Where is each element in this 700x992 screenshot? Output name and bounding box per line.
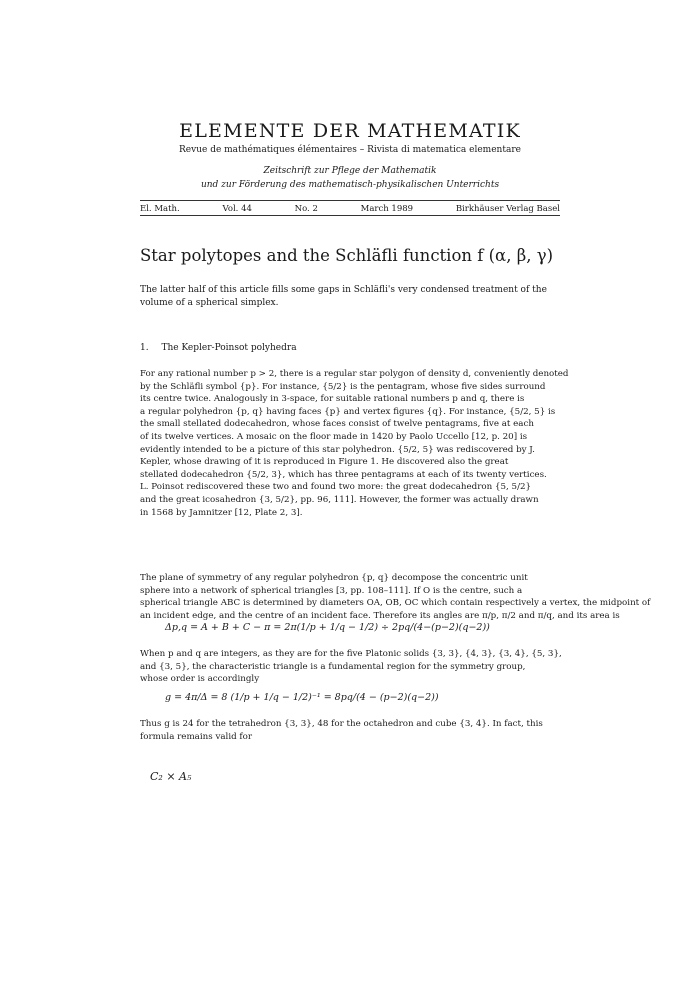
text-line: sphere into a network of spherical triangles [3, pp. 108–111]. If O is the centre, such a [140, 585, 523, 596]
text-line: an incident edge, and the centre of an incident face. Therefore its angles are π/p, π/2 and π/q, and its area is [140, 610, 620, 621]
publication-meta-row [140, 203, 560, 214]
journal-tagline-1: Zeitschrift zur Pflege der Mathematik [263, 166, 437, 176]
abstract-line: The latter half of this article fills some gaps in Schläfli's very condensed treatment of the [140, 285, 547, 295]
text-line: its centre twice. Analogously in 3-space, for suitable rational numbers p and q, there is [140, 394, 525, 405]
text-line: formula remains valid for [140, 731, 253, 742]
paragraph [140, 648, 560, 686]
meta-date: March 1989 [360, 203, 414, 214]
paragraph [140, 718, 560, 743]
text-line: by the Schläfli symbol {p}. For instance, {5/2} is the pentagram, whose five sides surround [140, 381, 546, 392]
meta-number: No. 2 [294, 203, 318, 214]
text-line: a regular polyhedron {p, q} having faces {p} and vertex figures {q}. For instance, {5/2, 5} is [140, 406, 556, 417]
equation: Δp,q = A + B + C − π = 2π(1/p + 1/q − 1/2) ÷ 2pq/(4−(p−2)(q−2)) [165, 622, 490, 633]
section-number: 1. [140, 343, 149, 353]
text-line: whose order is accordingly [140, 674, 260, 685]
text-line: in 1568 by Jamnitzer [12, Plate 2, 3]. [140, 507, 303, 518]
section-heading [140, 343, 297, 353]
equation: C₂ × A₅ [150, 770, 192, 783]
text-line: Kepler, whose drawing of it is reproduced in Figure 1. He discovered also the great [140, 457, 509, 468]
section-title: The Kepler-Poinsot polyhedra [161, 343, 297, 353]
text-line: The plane of symmetry of any regular polyhedron {p, q} decompose the concentric unit [140, 573, 528, 583]
journal-tagline-2: und zur Förderung des mathematisch-physikalischen Unterrichts [200, 180, 500, 190]
abstract [140, 284, 560, 310]
text-line: evidently intended to be a picture of this star polyhedron. {5/2, 5} was rediscovered by J. [140, 444, 535, 455]
journal-subtitle: Revue de mathématiques élémentaires – Rivista di matematica elementare [179, 145, 521, 155]
text-line: For any rational number p > 2, there is a regular star polygon of density d, conveniently denoted [140, 369, 569, 379]
header-rule-top [140, 200, 560, 201]
paragraph [140, 368, 569, 519]
text-line: spherical triangle ABC is determined by diameters OA, OB, OC which contain respectively a vertex, the midpoint of [140, 598, 651, 609]
text-line: the small stellated dodecahedron, whose faces consist of twelve pentagrams, five at each [140, 419, 534, 430]
journal-title: ELEMENTE DER MATHEMATIK [179, 120, 521, 142]
text-line: of its twelve vertices. A mosaic on the floor made in 1420 by Paolo Uccello [12, p. 20] is [140, 431, 528, 442]
equation: g = 4π/Δ = 8 (1/p + 1/q − 1/2)⁻¹ = 8pq/(4 − (p−2)(q−2)) [165, 692, 439, 703]
text-line: stellated dodecahedron {5/2, 3}, which has three pentagrams at each of its twenty vertices. [140, 469, 547, 480]
meta-publisher: Birkhäuser Verlag Basel [455, 203, 560, 214]
header-rule-bottom [140, 215, 560, 216]
text-line: and {3, 5}, the characteristic triangle is a fundamental region for the symmetry group, [140, 661, 526, 672]
text-line: L. Poinsot rediscovered these two and found two more: the great dodecahedron {5, 5/2} [140, 482, 532, 493]
meta-journal-abbrev: El. Math. [140, 203, 180, 214]
abstract-line: volume of a spherical simplex. [140, 298, 279, 308]
text-line: Thus g is 24 for the tetrahedron {3, 3}, 48 for the octahedron and cube {3, 4}. In fact, this [140, 719, 543, 729]
article-title: Star polytopes and the Schläfli function f (α, β, γ) [140, 246, 554, 265]
text-line: When p and q are integers, as they are for the five Platonic solids {3, 3}, {4, 3}, {3, 4}, {5, 3}, [140, 649, 562, 659]
paragraph [140, 572, 651, 622]
text-line: and the great icosahedron {3, 5/2}, pp. 96, 111]. However, the former was actually drawn [140, 494, 539, 505]
meta-volume: Vol. 44 [222, 203, 252, 214]
